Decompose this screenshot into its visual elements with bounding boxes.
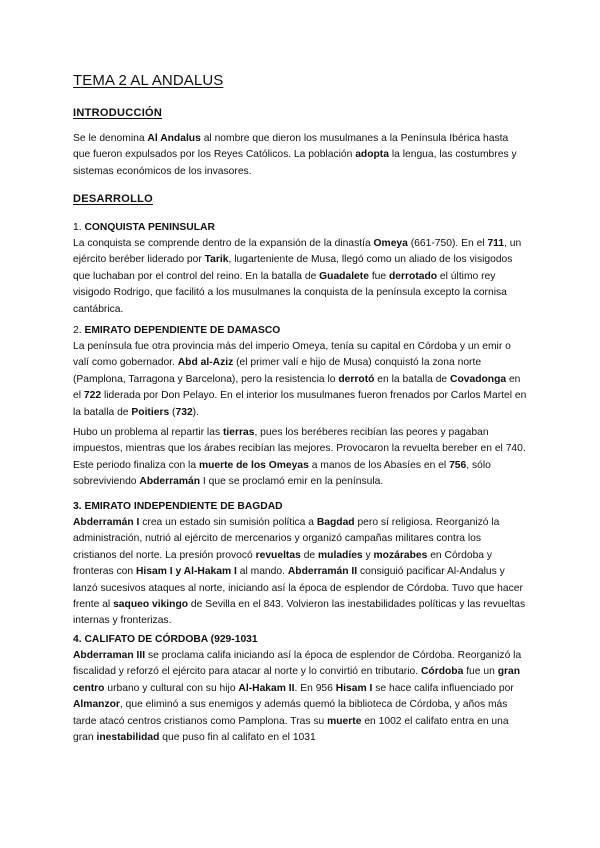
section-1-heading: 1. CONQUISTA PENINSULAR	[73, 222, 215, 233]
section-2-body-2: Hubo un problema al repartir las tierras, pues los beréberes recibían las peores y pagaban impuestos, mientras que los árabes recibían las mejores. Provocaron la revuelta bereber en el 740. Este periodo finaliza con la muerte de los Omeyas a manos de los Abasíes en el 756, sólo sobreviviendo Abderramán I que se proclamó emir en la península.	[73, 427, 526, 488]
section-2-body-1: La península fue otra provincia más del imperio Omeya, tenía su capital en Córdoba y un emir o valí como gobernador. Abd al-Aziz (el primer valí e hijo de Musa) conquistó la zona norte (Pamplona, Tarragona y Barcelona), pero la resistencia lo derrotó en la batalla de Covadonga en el 722 liderada por Don Pelayo. En el interior los musulmanes fueron frenados por Carlos Martel en la batalla de Poitiers (732).	[73, 341, 527, 418]
paragraph-introduccion: Se le denomina Al Andalus al nombre que dieron los musulmanes a la Península Ibérica hasta que fueron expulsados por los Reyes Católicos. La población adopta la lengua, las costumbres y sistemas económicos de los invasores.	[73, 133, 517, 177]
section-3-body: Abderramán I crea un estado sin sumisión política a Bagdad pero sí religiosa. Reorganizó la administración, nutrió al ejército de mercenarios y organizó campañas militares contra los cristianos del norte. La presión provocó revueltas de muladíes y mozárabes en Córdoba y fronteras con Hisam I y Al-Hakam I al mando. Abderramán II consiguió pacificar Al-Andalus y lanzó sucesivos ataques al norte, iniciando así la época de esplendor de Córdoba. Tuvo que hacer frente al saqueo vikingo de Sevilla en el 843. Volvieron las inestabilidades políticas y las revueltas internas y fronterizas.	[73, 517, 526, 627]
page-title: TEMA 2 AL ANDALUS	[73, 72, 224, 89]
section-2-heading: 2. EMIRATO DEPENDIENTE DE DAMASCO	[73, 325, 281, 336]
section-4-body: Abderraman III se proclama califa iniciando así la época de esplendor de Córdoba. Reorganizó la fiscalidad y reforzó el ejército para atacar al norte y lo convirtió en tributario. Córdoba fue un gran centro urbano y cultural con su hijo Al-Hakam II. En 956 Hisam I se hace califa influenciado por Almanzor, que eliminó a sus enemigos y además quemó la biblioteca de Córdoba, y años más tarde atacó centros cristianos como Pamplona. Tras su muerte en 1002 el califato entra en una gran inestabilidad que puso fin al califato en el 1031	[73, 650, 522, 744]
section-4-heading: 4. CALIFATO DE CÓRDOBA (929-1031	[73, 634, 258, 645]
section-3-heading: 3. EMIRATO INDEPENDIENTE DE BAGDAD	[73, 501, 283, 512]
section-1-body: La conquista se comprende dentro de la expansión de la dinastía Omeya (661-750). En el 711, un ejército beréber liderado por Tarik, lugarteniente de Musa, llegó como un aliado de los visigodos que luchaban por el control del reino. En la batalla de Guadalete fue derrotado el último rey visigodo Rodrigo, que facilitó a los musulmanes la conquista de la península excepto la cornisa cantábrica.	[73, 238, 522, 315]
heading-desarrollo: DESARROLLO	[73, 193, 153, 205]
heading-introduccion: INTRODUCCIÓN	[73, 107, 163, 119]
